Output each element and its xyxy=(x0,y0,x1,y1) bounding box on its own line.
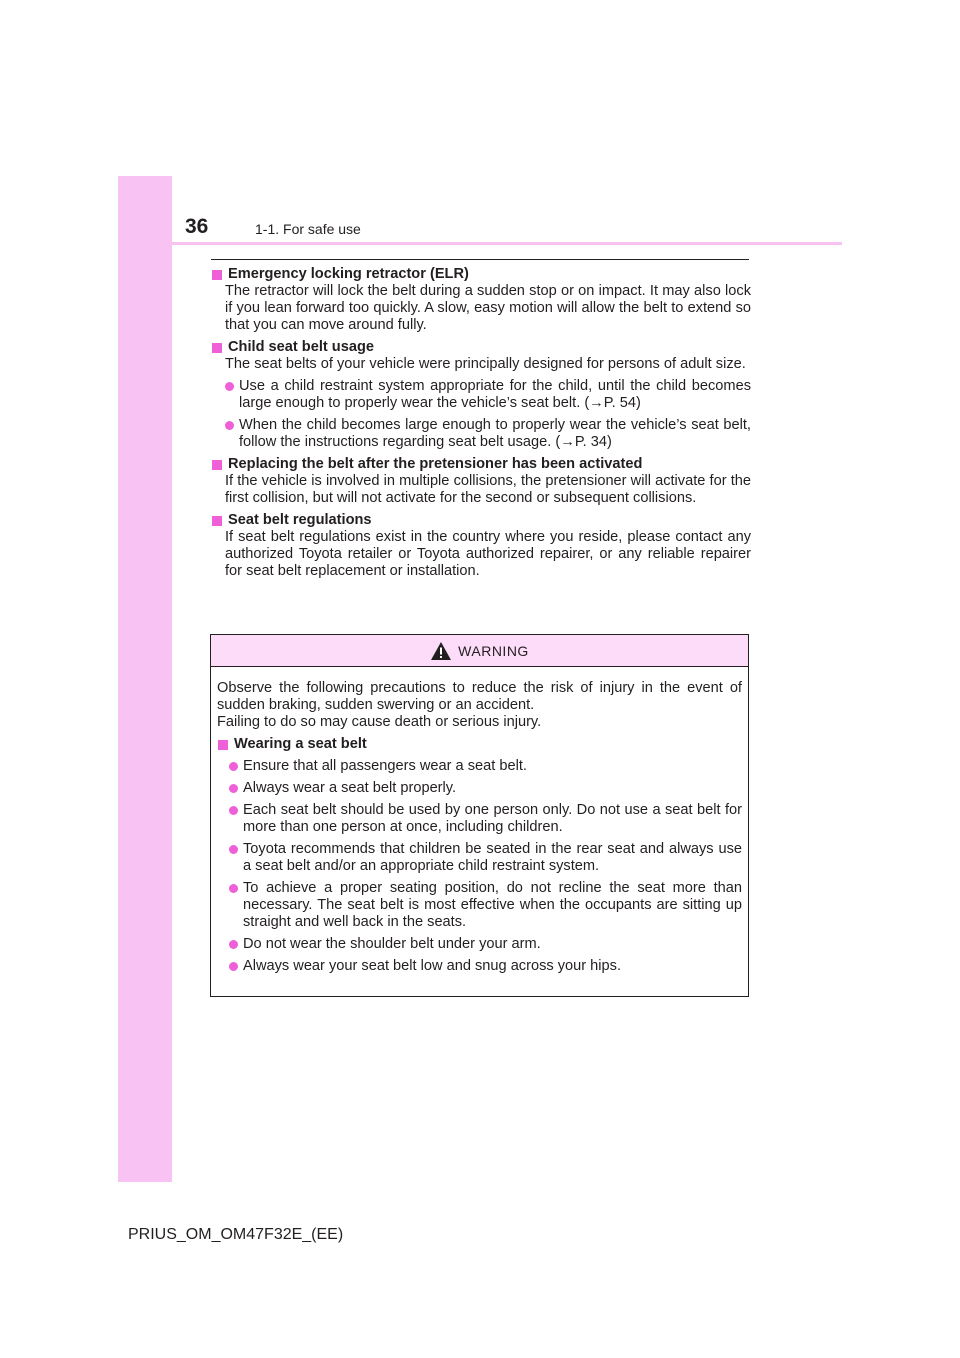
section-child-seat-belt xyxy=(211,339,751,451)
list-item: Use a child restraint system appropriate for the child, until the child becomes large enough to properly wear the vehicle’s seat belt. (→P. 54) xyxy=(225,378,751,412)
list-item: Each seat belt should be used by one person only. Do not use a seat belt for more than one person at once, including children. xyxy=(229,802,742,836)
circle-bullet-icon xyxy=(229,962,238,971)
header-rule xyxy=(118,242,842,245)
content-top-rule xyxy=(211,259,749,260)
warning-label: WARNING xyxy=(458,642,529,659)
section-text: If the vehicle is involved in multiple collisions, the pretensioner will activate for the first collision, but will not activate for the second or subsequent collisions. xyxy=(225,473,751,506)
square-bullet-icon xyxy=(212,343,222,353)
circle-bullet-icon xyxy=(225,382,234,391)
section-text: The seat belts of your vehicle were principally designed for persons of adult size. xyxy=(225,356,746,372)
warning-header xyxy=(211,635,748,667)
footer-document-code: PRIUS_OM_OM47F32E_(EE) xyxy=(128,1226,344,1243)
main-content xyxy=(211,266,751,585)
section-text: The retractor will lock the belt during a sudden stop or on impact. It may also lock if you lean forward too quickly. A slow, easy motion will allow the belt to extend so that you can move around fully. xyxy=(225,283,751,333)
section-heading: Child seat belt usage xyxy=(228,339,374,355)
circle-bullet-icon xyxy=(229,806,238,815)
square-bullet-icon xyxy=(218,740,228,750)
list-item: Toyota recommends that children be seated in the rear seat and always use a seat belt and/or an appropriate child restraint system. xyxy=(229,841,742,875)
section-text: If seat belt regulations exist in the country where you reside, please contact any authorized Toyota retailer or Toyota authorized repairer, or any reliable repairer for seat belt replacement or installation. xyxy=(225,529,751,579)
list-item: Do not wear the shoulder belt under your arm. xyxy=(229,936,742,953)
section-title: 1-1. For safe use xyxy=(255,221,361,237)
list-item: When the child becomes large enough to properly wear the vehicle’s seat belt, follow the instructions regarding seat belt usage. (→P. 34) xyxy=(225,417,751,451)
section-heading: Replacing the belt after the pretensioner has been activated xyxy=(228,456,643,472)
section-pretensioner xyxy=(211,456,751,507)
circle-bullet-icon xyxy=(225,421,234,430)
page-number: 36 xyxy=(185,215,209,238)
section-heading: Seat belt regulations xyxy=(228,512,372,528)
warning-intro: Observe the following precautions to reduce the risk of injury in the event of sudden braking, sudden swerving or an accident. Failing to do so may cause death or serious injury. xyxy=(217,680,742,730)
list-item: Ensure that all passengers wear a seat belt. xyxy=(229,758,742,775)
section-heading: Emergency locking retractor (ELR) xyxy=(228,266,469,282)
circle-bullet-icon xyxy=(229,762,238,771)
list-item: Always wear your seat belt low and snug across your hips. xyxy=(229,958,742,975)
warning-subtitle: Wearing a seat belt xyxy=(217,736,742,753)
circle-bullet-icon xyxy=(229,940,238,949)
circle-bullet-icon xyxy=(229,884,238,893)
side-margin-band xyxy=(118,176,172,1182)
warning-body xyxy=(211,667,748,975)
circle-bullet-icon xyxy=(229,845,238,854)
circle-bullet-icon xyxy=(229,784,238,793)
square-bullet-icon xyxy=(212,460,222,470)
list-item: To achieve a proper seating position, do not recline the seat more than necessary. The seat belt is most effective when the occupants are sitting up straight and well back in the seats. xyxy=(229,880,742,931)
square-bullet-icon xyxy=(212,270,222,280)
list-item: Always wear a seat belt properly. xyxy=(229,780,742,797)
section-regulations xyxy=(211,512,751,580)
warning-box xyxy=(210,634,749,997)
square-bullet-icon xyxy=(212,516,222,526)
section-elr xyxy=(211,266,751,334)
warning-triangle-icon xyxy=(430,641,452,661)
